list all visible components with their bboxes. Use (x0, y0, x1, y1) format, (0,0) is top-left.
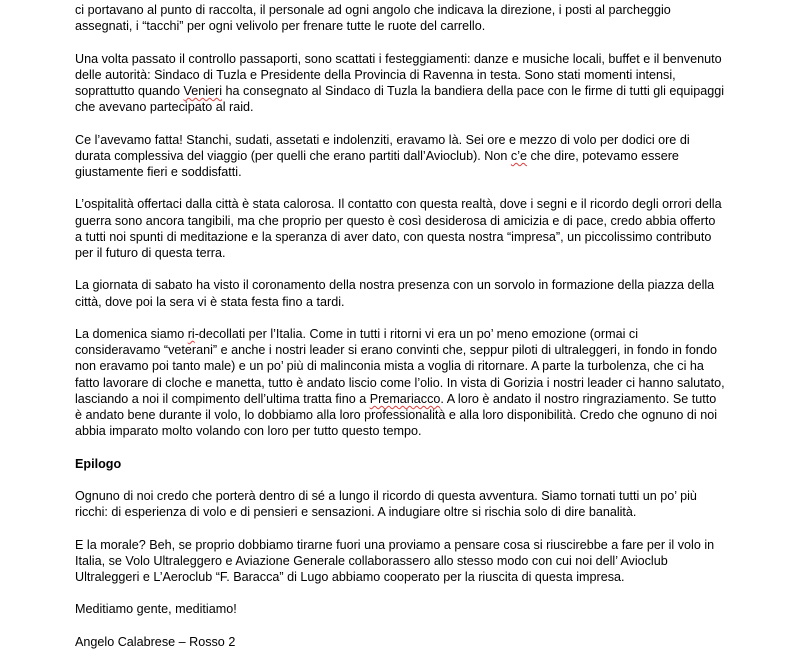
paragraph-saturday: La giornata di sabato ha visto il coronamento della nostra presenza con un sorvolo in formazione della piazza della città, dove poi la sera vi è stata festa fino a tardi. (75, 278, 715, 309)
document-body (75, 2, 725, 666)
paragraph-achievement: Ce l’avevamo fatta! Stanchi, sudati, assetati e indolenziti, eravamo là. Sei ore e mezzo di volo per dodici ore di durata complessiva del viaggio (per quelli che erano partiti dall’Avioclub). Non c’e che dire, potevamo essere giustamente fieri e soddisfatti. (75, 132, 690, 179)
paragraph-arrival-details: ci portavano al punto di raccolta, il personale ad ogni angolo che indicava la direzione, i posti al parcheggio assegnati, i “tacchi” per ogni velivolo per frenare tutte le ruote del carrello. (75, 3, 671, 34)
spellcheck-word: Premariacco (369, 391, 441, 406)
author-signature: Angelo Calabrese – Rosso 2 (75, 634, 236, 649)
spellcheck-word: Venieri (183, 84, 223, 98)
paragraph-celebrations: Una volta passato il controllo passaporti, sono scattati i festeggiamenti: danze e musiche locali, buffet e il benvenuto delle autorità: Sindaco di Tuzla e Presidente della Provincia di Ravenna in testa. Sono stati momenti intensi, soprattutto quando Venieri ha consegnato al Sindaco di Tuzla la bandiera della pace con le firme di tutti gli equipaggi che avevano partecipato al raid. (75, 51, 725, 115)
paragraph-return-flight: La domenica siamo ri-decollati per l’Italia. Come in tutti i ritorni vi era un po’ meno emozione (ormai ci consideravamo “veterani” e anche i nostri leader si erano convinti che, seppur piloti di ultraleggeri, in fondo in fondo non eravamo poi tanto male) e un po’ più di malinconia mista a voglia di ritornare. A parte la turbolenza, che ci ha fatto lavorare di cloche e manetta, tutto è andato liscio come l’olio. In vista di Gorizia i nostri leader ci hanno salutato, lasciando a noi il compimento dell’ultima tratta fino a Premariacco. A loro è andato il nostro ringraziamento. Se tutto è andato bene durante il volo, lo dobbiamo alla loro professionalità e alla loro disponibilità. Credo che ognuno di noi abbia imparato molto volando con loro per tutto questo tempo. (75, 326, 725, 439)
section-heading: Epilogo (75, 456, 122, 471)
spellcheck-word: ri (187, 326, 195, 341)
paragraph-epilogue: Ognuno di noi credo che porterà dentro di sé a lungo il ricordo di questa avventura. Siamo tornati tutti un po’ più ricchi: di esperienza di volo e di pensieri e sensazioni. A indugiare oltre si rischia solo di dire banalità. (75, 488, 697, 520)
paragraph-moral: E la morale? Beh, se proprio dobbiamo tirarne fuori una proviamo a pensare cosa si riuscirebbe a fare per il volo in Italia, se Volo Ultraleggero e Aviazione Generale collaborassero allo stesso modo con cui noi dell’ Avioclub Ultraleggeri e L’Aeroclub “F. Baracca” di Lugo abbiamo cooperato per la riuscita di questa impresa. (75, 537, 715, 584)
spellcheck-word: c’e (510, 148, 527, 163)
paragraph-closing: Meditiamo gente, meditiamo! (75, 602, 237, 617)
paragraph-hospitality: L’ospitalità offertaci dalla città è stata calorosa. Il contatto con questa realtà, dove i segni e il ricordo degli orrori della guerra sono ancora tangibili, ma che proprio per questo è così desiderosa di amicizia e di pace, credo abbia offerto a tutti noi spunti di meditazione e la speranza di aver dato, con questa nostra “impresa”, un piccolissimo contributo per il futuro di questa terra. (75, 197, 722, 260)
